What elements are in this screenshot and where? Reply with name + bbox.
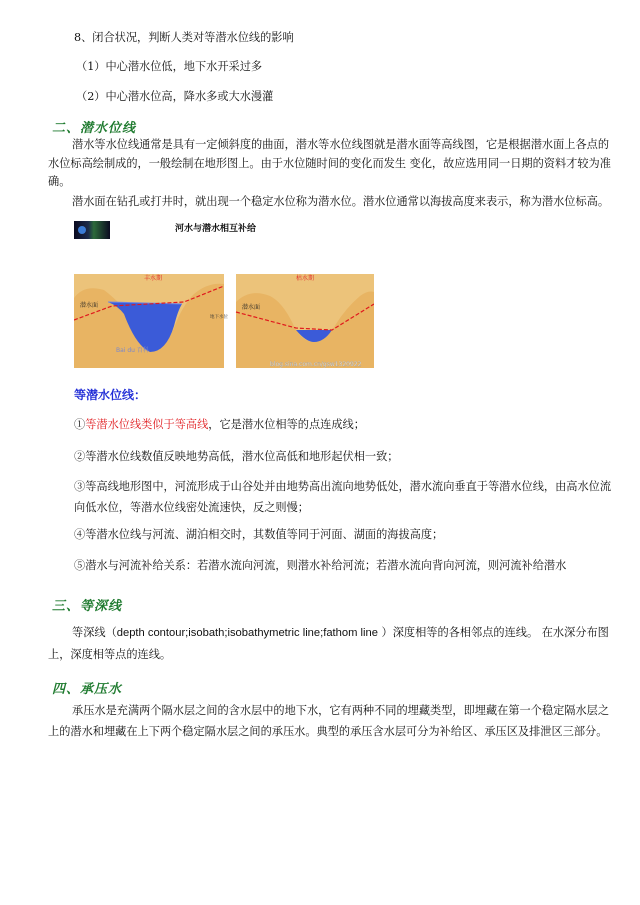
section-heading-3: 三、等深线 — [52, 599, 123, 614]
dry-season-panel — [236, 266, 374, 368]
list-item-2: （2）中心潜水位高，降水多或大水漫灌 — [76, 90, 274, 103]
left-surface-label: 潜水面 — [80, 302, 99, 309]
contour-item-3: ③等高线地形图中，河流形成于山谷处并由地势高出流向地势低处，潜水流向垂直于等潜水位线，由高水位流向低水位，等潜水位线密处流速快，反之则慢； — [74, 480, 612, 514]
contour-subheading: 等潜水位线： — [74, 388, 147, 402]
flood-season-panel — [74, 266, 224, 368]
section-heading-2: 二、潜水位线 — [52, 121, 137, 136]
contour-item-5: ⑤潜水与河流补给关系：若潜水流向河流，则潜水补给河流；若潜水流向背向河流，则河流补给潜水 — [74, 559, 567, 572]
section3-paragraph: 等深线（depth contour;isobath;isobathymetric line;fathom line ）深度相等的各相邻点的连线。 在水深分布图上，深度相等点的连线。 — [48, 626, 609, 661]
right-surface-label: 潜水面 — [242, 304, 261, 311]
dry-season-label: 枯水期 — [296, 275, 315, 282]
english-terms: depth contour;isobath;isobathymetric line;fathom line — [116, 627, 378, 639]
list-title: 8、闭合状况，判断人类对等潜水位线的影响 — [74, 31, 294, 44]
watermark-left: Bai du 百科 — [116, 347, 149, 354]
contour-item-1: ①等潜水位线类似于等高线，它是潜水位相等的点连成线； — [74, 418, 365, 431]
section2-paragraph-2: 潜水面在钻孔或打井时，就出现一个稳定水位称为潜水位。潜水位通常以海拔高度来表示，称为潜水位标高。 — [72, 195, 610, 208]
center-label: 地下水位 — [210, 315, 228, 320]
highlight-text: 等潜水位线类似于等高线 — [85, 418, 209, 431]
section2-paragraph-1: 潜水等水位线通常是具有一定倾斜度的曲面，潜水等水位线图就是潜水面等高线图，它是根据潜水面上各点的水位标高绘制成的，一般绘制在地形图上。由于水位随时间的变化而发生 变化，故应选用同一日期的资料才较为准确。 — [48, 138, 611, 188]
figure-title: 河水与潜水相互补给 — [175, 224, 257, 234]
earth-thumbnail-icon — [74, 221, 110, 239]
section4-paragraph: 承压水是充满两个隔水层之间的含水层中的地下水，它有两种不同的埋藏类型，即埋藏在第一个稳定隔水层之上的潜水和埋藏在上下两个稳定隔水层之间的承压水。典型的承压含水层可分为补给区、承压区及排泄区三部分。 — [48, 704, 610, 738]
contour-item-2: ②等潜水位线数值反映地势高低，潜水位高低和地形起伏相一致； — [74, 450, 399, 463]
section-heading-4: 四、承压水 — [52, 682, 123, 697]
contour-item-4: ④等潜水位线与河流、湖泊相交时，其数值等同于河面、湖面的海拔高度； — [74, 528, 444, 541]
groundwater-diagram — [74, 266, 374, 368]
flood-season-label: 丰水期 — [144, 275, 163, 282]
list-item-1: （1）中心潜水位低，地下水开采过多 — [76, 60, 263, 73]
watermark-right: blog.sina.com.cn/gsw1320922 — [270, 361, 362, 368]
